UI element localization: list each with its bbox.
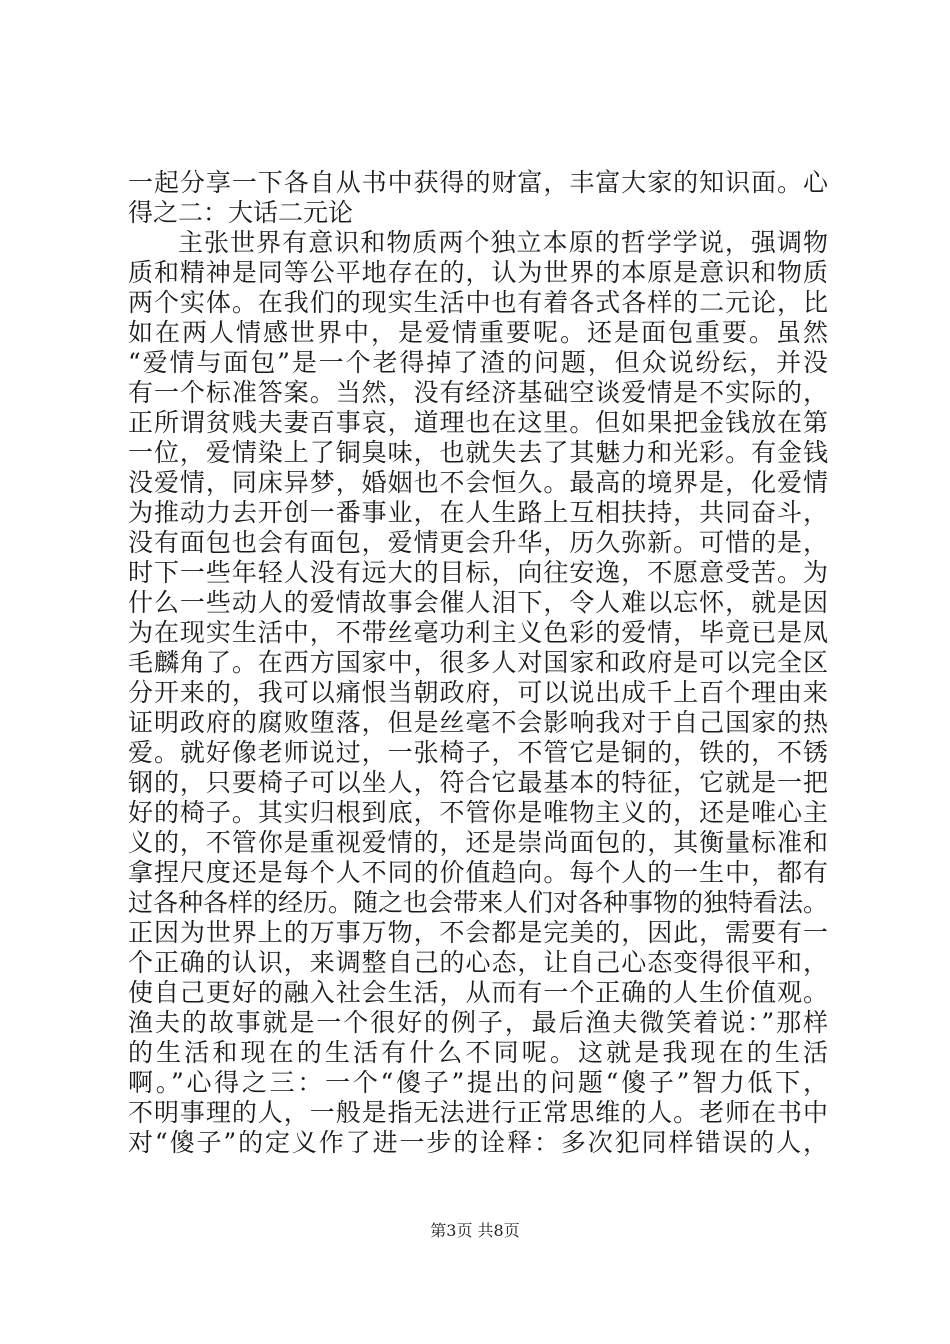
body-text xyxy=(128,168,828,1158)
text-line: “爱情与面包”是一个老得掉了渣的问题，但众说纷纭，并没 xyxy=(128,348,828,377)
text-line: 使自己更好的融入社会生活，从而有一个正确的人生价值观。 xyxy=(128,978,828,1007)
text-line: 主张世界有意识和物质两个独立本原的哲学学说，强调物 xyxy=(178,228,828,257)
text-line: 质和精神是同等公平地存在的，认为世界的本原是意识和物质 xyxy=(128,258,828,287)
text-line: 正因为世界上的万事万物，不会都是完美的，因此，需要有一 xyxy=(128,918,828,947)
text-line: 如在两人情感世界中，是爱情重要呢。还是面包重要。虽然 xyxy=(128,318,828,347)
text-line: 的生活和现在的生活有什么不同呢。这就是我现在的生活 xyxy=(128,1038,828,1067)
text-line: 没爱情，同床异梦，婚姻也不会恒久。最高的境界是，化爱情 xyxy=(128,468,828,497)
text-line: 对“傻子”的定义作了进一步的诠释：多次犯同样错误的人， xyxy=(128,1128,828,1157)
text-line: 渔夫的故事就是一个很好的例子，最后渔夫微笑着说：”那样 xyxy=(128,1008,828,1037)
text-line: 毛麟角了。在西方国家中，很多人对国家和政府是可以完全区 xyxy=(128,648,828,677)
text-line: 过各种各样的经历。随之也会带来人们对各种事物的独特看法。 xyxy=(128,888,829,917)
text-line: 正所谓贫贱夫妻百事哀，道理也在这里。但如果把金钱放在第 xyxy=(128,408,828,437)
text-line: 一位，爱情染上了铜臭味，也就失去了其魅力和光彩。有金钱 xyxy=(128,438,828,467)
text-line: 什么一些动人的爱情故事会催人泪下，令人难以忘怀，就是因 xyxy=(128,588,828,617)
text-line: 义的，不管你是重视爱情的，还是崇尚面包的，其衡量标准和 xyxy=(128,828,828,857)
text-line: 为在现实生活中，不带丝毫功利主义色彩的爱情，毕竟已是凤 xyxy=(128,618,828,647)
text-line: 不明事理的人，一般是指无法进行正常思维的人。老师在书中 xyxy=(128,1098,828,1127)
text-line: 个正确的认识，来调整自己的心态，让自己心态变得很平和， xyxy=(128,948,828,977)
text-line: 有一个标准答案。当然，没有经济基础空谈爱情是不实际的， xyxy=(128,378,828,407)
text-line: 拿捏尺度还是每个人不同的价值趋向。每个人的一生中，都有 xyxy=(128,858,828,887)
text-line: 没有面包也会有面包，爱情更会升华，历久弥新。可惜的是， xyxy=(128,528,828,557)
page-footer: 第3页 共8页 xyxy=(430,1221,520,1240)
text-line: 爱。就好像老师说过，一张椅子，不管它是铜的，铁的，不锈 xyxy=(128,738,828,767)
text-line: 时下一些年轻人没有远大的目标，向往安逸，不愿意受苦。为 xyxy=(128,558,828,587)
text-line: 为推动力去开创一番事业，在人生路上互相扶持，共同奋斗， xyxy=(128,498,828,527)
text-line: 一起分享一下各自从书中获得的财富，丰富大家的知识面。心 xyxy=(128,168,828,197)
text-line: 好的椅子。其实归根到底，不管你是唯物主义的，还是唯心主 xyxy=(128,798,828,827)
text-line: 证明政府的腐败堕落，但是丝毫不会影响我对于自己国家的热 xyxy=(128,708,828,737)
text-line: 啊。”心得之三：一个“傻子”提出的问题“傻子”智力低下， xyxy=(128,1068,828,1097)
text-line: 两个实体。在我们的现实生活中也有着各式各样的二元论，比 xyxy=(128,288,828,317)
text-line: 分开来的，我可以痛恨当朝政府，可以说出成千上百个理由来 xyxy=(128,678,828,707)
text-line: 得之二：大话二元论 xyxy=(128,198,354,227)
text-line: 钢的，只要椅子可以坐人，符合它最基本的特征，它就是一把 xyxy=(128,768,828,797)
